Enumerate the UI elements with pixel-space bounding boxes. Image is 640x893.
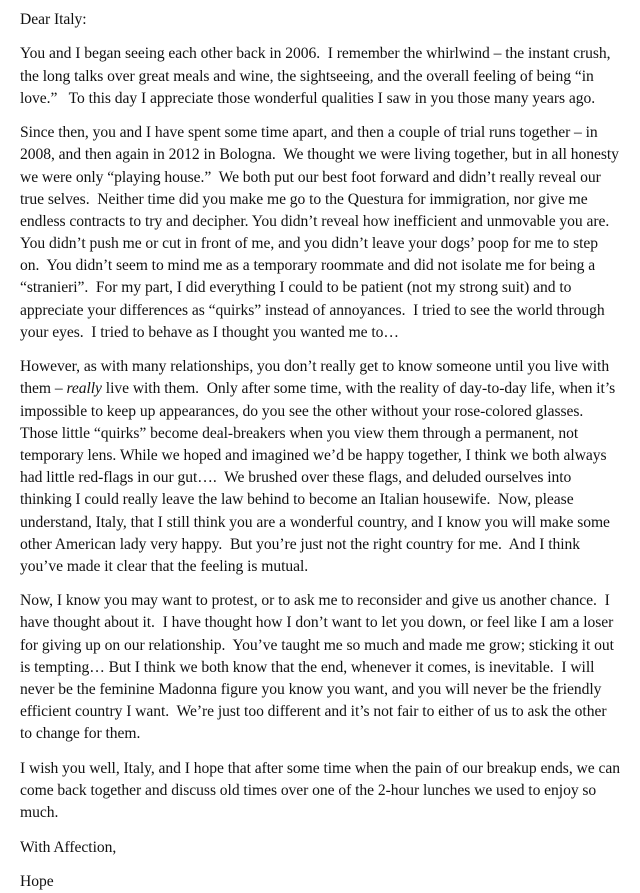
- paragraph-line: Now, I know you may want to protest, or to ask me to reconsider and give us another chance. I: [20, 592, 610, 610]
- paragraph-line: other American lady very happy. But you’re just not the right country for me. And I think: [20, 535, 581, 553]
- emphasized-word: really: [66, 380, 102, 398]
- paragraph-line: much.: [20, 804, 59, 822]
- paragraph-line: You and I began seeing each other back in 2006. I remember the whirlwind – the instant crush,: [20, 45, 611, 63]
- paragraph-line: the long talks over great meals and wine, the sightseeing, and the overall feeling of being “in: [20, 67, 594, 85]
- paragraph-line: is tempting… But I think we both know that the end, whenever it comes, is inevitable. I will: [20, 658, 595, 676]
- paragraph-line: on. You didn’t seem to mind me as a temporary roommate and did not isolate me for being a: [20, 257, 596, 275]
- paragraph-line: have thought about it. I have thought how I don’t want to let you down, or feel like I am a loser: [20, 614, 614, 632]
- paragraph-gap: [20, 746, 628, 758]
- text-run: live with them. Only after some time, with the reality of day-to-day life, when it’s: [101, 380, 616, 398]
- text-run: them –: [20, 380, 67, 398]
- paragraph-line: love.” To this day I appreciate those wonderful qualities I saw in you those many years ago.: [20, 89, 596, 107]
- paragraph-line: 2008, and then again in 2012 in Bologna. We thought we were living together, but in all honesty: [20, 146, 619, 164]
- paragraph-line: come back together and discuss old times over one of the 2-hour lunches we used to enjoy so: [20, 781, 597, 799]
- paragraph-line: had little red-flags in our gut…. We brushed over these flags, and deluded ourselves into: [20, 469, 572, 487]
- paragraph-line: You didn’t push me or cut in front of me, and you didn’t leave your dogs’ poop for me to step: [20, 235, 599, 253]
- paragraph-line: appreciate your differences as “quirks” instead of annoyances. I tried to see the world through: [20, 301, 605, 319]
- paragraph-line: for giving up on our relationship. You’ve taught me so much and made me grow; sticking it out: [20, 636, 614, 654]
- paragraph-line: Those little “quirks” become deal-breakers when you view them through a permanent, not: [20, 424, 579, 442]
- paragraph-line: temporary lens. While we hoped and imagined we’d be happy together, I think we both always: [20, 446, 607, 464]
- paragraph-line: efficient country I want. We’re just too different and it’s not fair to either of us to ask the other: [20, 703, 607, 721]
- paragraph-line: I wish you well, Italy, and I hope that after some time when the pain of our breakup ends, we can: [20, 759, 620, 777]
- paragraph-gap: [20, 859, 628, 871]
- paragraph-line: [20, 378, 628, 400]
- paragraph-gap: [20, 578, 628, 590]
- paragraph-line: we were only “playing house.” We both put our best foot forward and didn’t really reveal our: [20, 168, 601, 186]
- paragraph-3: [20, 356, 628, 578]
- paragraph-gap: [20, 824, 628, 836]
- paragraph-line: to change for them.: [20, 725, 141, 743]
- paragraph-line: However, as with many relationships, you don’t really get to know someone until you live with: [20, 358, 610, 376]
- paragraph-gap: [20, 344, 628, 356]
- paragraph-line: impossible to keep up appearances, do you see the other without your rose-colored glasses.: [20, 402, 584, 420]
- paragraph-line: “stranieri”. For my part, I did everything I could to be patient (not my strong suit) and to: [20, 279, 572, 297]
- paragraph-line: never be the feminine Madonna figure you know you want, and you will never be the friendly: [20, 681, 602, 698]
- paragraph-line: Since then, you and I have spent some time apart, and then a couple of trial runs together – in: [20, 124, 598, 142]
- letter-page: [20, 9, 628, 893]
- paragraph-2: [20, 122, 628, 344]
- closing: With Affection,: [20, 838, 117, 856]
- paragraph-line: understand, Italy, that I still think you are a wonderful country, and I know you will make some: [20, 513, 610, 531]
- paragraph-1: [20, 43, 628, 110]
- paragraph-gap: [20, 31, 628, 43]
- paragraph-line: true selves. Neither time did you make me go to the Questura for immigration, nor give me: [20, 190, 588, 208]
- signature: Hope: [20, 872, 54, 890]
- paragraph-line: endless contracts to try and decipher. You didn’t reveal how inefficient and unmovable you are.: [20, 212, 610, 230]
- paragraph-gap: [20, 110, 628, 122]
- paragraph-line: you’ve made it clear that the feeling is mutual.: [20, 557, 309, 575]
- paragraph-line: your eyes. I tried to behave as I thought you wanted me to…: [20, 323, 399, 341]
- paragraph-line: thinking I could really leave the law behind to become an Italian housewife. Now, please: [20, 491, 574, 509]
- paragraph-5: [20, 758, 628, 825]
- salutation: Dear Italy:: [20, 11, 87, 28]
- paragraph-4: [20, 590, 628, 745]
